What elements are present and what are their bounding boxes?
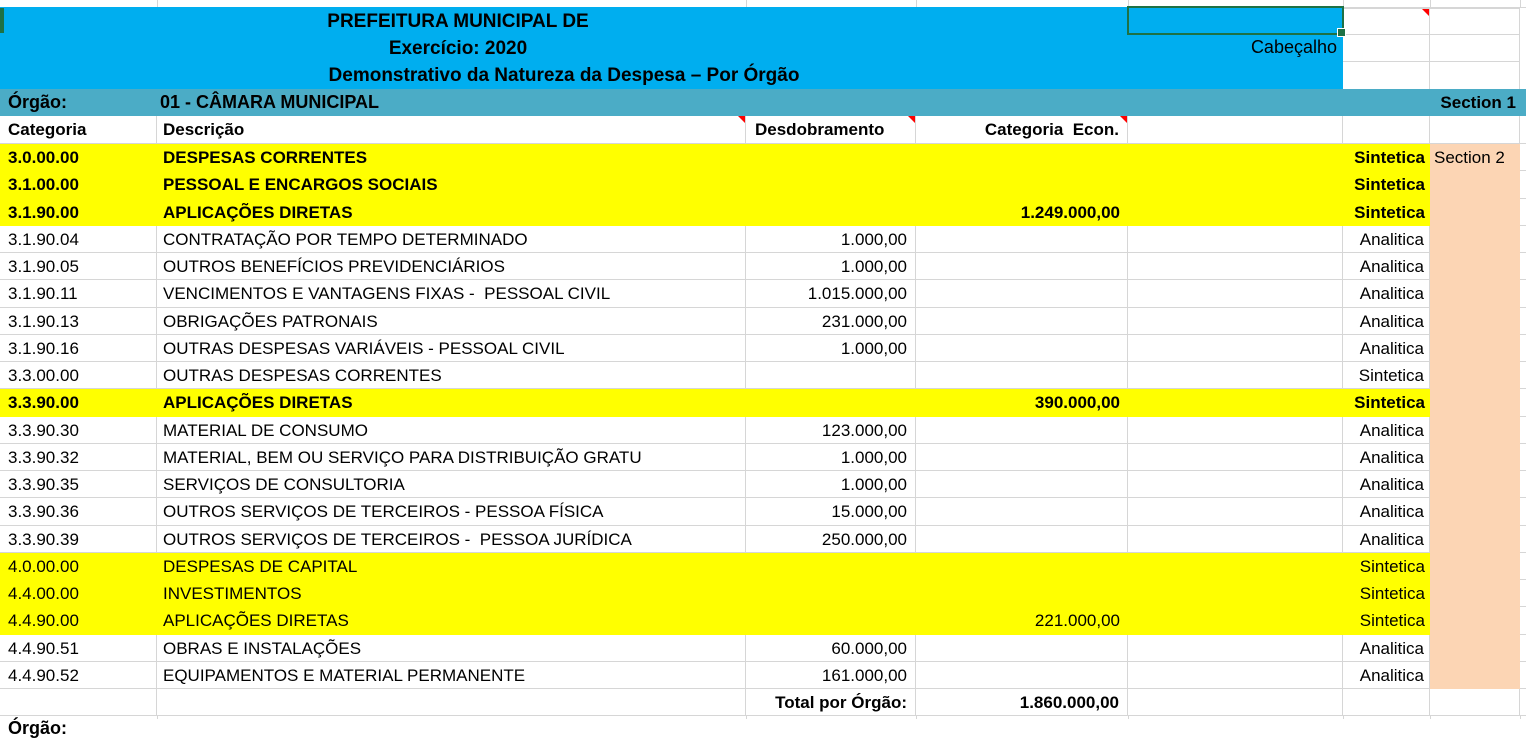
cell-descricao[interactable]: [157, 226, 746, 253]
cell-categoria[interactable]: [0, 280, 157, 308]
empty-cell[interactable]: [1128, 471, 1343, 498]
descricao-text: PESSOAL E ENCARGOS SOCIAIS: [163, 175, 438, 194]
grid-sliver: [1520, 607, 1526, 635]
grid-sliver: [1520, 171, 1526, 199]
table-row: [0, 444, 1526, 471]
cell-categoria[interactable]: [0, 607, 157, 635]
descricao-text: APLICAÇÕES DIRETAS: [163, 611, 349, 630]
categoria-econ-value: 1.249.000,00: [1020, 203, 1120, 222]
report-title-line2: Exercício: 2020: [388, 38, 528, 59]
grid-sliver: [1520, 199, 1526, 226]
tipo-label: Sintetica: [1359, 584, 1425, 603]
desdobramento-value: 161.000,00: [821, 666, 907, 685]
grid-sliver: [1520, 662, 1526, 689]
report-title-line1: PREFEITURA MUNICIPAL DE: [327, 11, 589, 32]
empty-cell[interactable]: [1128, 144, 1343, 171]
cell-categoria[interactable]: [0, 417, 157, 444]
descricao-text: EQUIPAMENTOS E MATERIAL PERMANENTE: [163, 666, 526, 685]
categoria-code: 3.3.90.30: [8, 421, 79, 440]
cell-categoria-econ[interactable]: [916, 226, 1128, 253]
grid-sliver: [1520, 498, 1526, 526]
tipo-label: Sintetica: [1354, 148, 1425, 167]
cell-tipo[interactable]: [1343, 253, 1430, 280]
tipo-label: Analitica: [1359, 284, 1424, 303]
cell-desdobramento[interactable]: [746, 498, 916, 526]
next-orgao-partial: Órgão:: [8, 718, 68, 738]
grid-sliver: [1520, 308, 1526, 335]
cell-descricao[interactable]: [157, 253, 746, 280]
cell-tipo[interactable]: [1343, 280, 1430, 308]
cell-descricao[interactable]: [157, 553, 746, 580]
section2-column: [1430, 144, 1520, 689]
categoria-code: 3.3.90.39: [8, 530, 79, 549]
grid-sliver: [1520, 226, 1526, 253]
table-row: [0, 308, 1526, 335]
cell-categoria-econ[interactable]: [916, 526, 1128, 553]
cell-desdobramento[interactable]: [746, 607, 916, 635]
cell-tipo[interactable]: [1343, 498, 1430, 526]
cell-descricao[interactable]: [157, 199, 746, 226]
desdobramento-value: 1.015.000,00: [807, 284, 907, 303]
descricao-text: OUTROS SERVIÇOS DE TERCEIROS - PESSOA JURÍDICA: [163, 530, 632, 549]
cell-desdobramento[interactable]: [746, 662, 916, 689]
empty-cell[interactable]: [1128, 308, 1343, 335]
cell-categoria-econ[interactable]: [916, 308, 1128, 335]
categoria-code: 3.1.90.11: [8, 284, 78, 303]
cell-categoria[interactable]: [0, 635, 157, 662]
desdobramento-value: 231.000,00: [821, 312, 907, 331]
cell-descricao[interactable]: [157, 362, 746, 389]
cell-descricao[interactable]: [157, 335, 746, 362]
cell-tipo[interactable]: [1343, 662, 1430, 689]
header-descricao-label: Descrição: [163, 120, 245, 139]
gridline: [1343, 716, 1344, 719]
header-categoria-econ-label: Categoria Econ.: [984, 120, 1119, 139]
categoria-code: 4.4.90.52: [8, 666, 79, 685]
categoria-code: 3.0.00.00: [8, 148, 79, 167]
descricao-text: APLICAÇÕES DIRETAS: [163, 203, 353, 222]
grid-sliver: [1520, 253, 1526, 280]
desdobramento-value: 123.000,00: [821, 421, 907, 440]
empty-cell[interactable]: [1343, 689, 1430, 716]
cell-descricao[interactable]: [157, 635, 746, 662]
cell-categoria[interactable]: [0, 580, 157, 607]
cell-categoria-econ[interactable]: [916, 389, 1128, 417]
empty-cell[interactable]: [1128, 417, 1343, 444]
empty-cell[interactable]: [1128, 444, 1343, 471]
cell-categoria[interactable]: [0, 498, 157, 526]
categoria-code: 3.3.90.36: [8, 502, 79, 521]
desdobramento-value: 1.000,00: [840, 339, 907, 358]
cell-desdobramento[interactable]: [746, 144, 916, 171]
empty-cell[interactable]: [1128, 335, 1343, 362]
cell-tipo[interactable]: [1343, 362, 1430, 389]
cell-categoria[interactable]: [0, 526, 157, 553]
tipo-label: Analitica: [1359, 257, 1424, 276]
cell-categoria[interactable]: [0, 362, 157, 389]
cell-categoria[interactable]: [0, 389, 157, 417]
empty-cell[interactable]: [157, 689, 746, 716]
descricao-text: OUTRAS DESPESAS CORRENTES: [163, 366, 442, 385]
grid-sliver: [1520, 553, 1526, 580]
header-categoria-label: Categoria: [8, 120, 87, 139]
categoria-code: 3.1.90.04: [8, 230, 79, 249]
tipo-label: Analitica: [1359, 230, 1424, 249]
cell-desdobramento[interactable]: [746, 280, 916, 308]
gridline: [746, 716, 747, 719]
table-row: [0, 607, 1526, 635]
tipo-label: Analitica: [1359, 448, 1424, 467]
table-row: [0, 389, 1526, 417]
cell-categoria[interactable]: [0, 171, 157, 199]
bottom-partial-row: [0, 716, 1526, 738]
table-row: [0, 662, 1526, 689]
cell-desdobramento[interactable]: [746, 389, 916, 417]
gridline: [916, 716, 917, 719]
empty-cell[interactable]: [1128, 362, 1343, 389]
tipo-label: Sintetica: [1354, 393, 1425, 412]
cell-categoria-econ[interactable]: [916, 662, 1128, 689]
total-value-cell[interactable]: [916, 689, 1128, 716]
empty-cell[interactable]: [1128, 580, 1343, 607]
cell-categoria-econ[interactable]: [916, 580, 1128, 607]
cell-desdobramento[interactable]: [746, 362, 916, 389]
grid-sliver: [1520, 417, 1526, 444]
orgao-value: 01 - CÂMARA MUNICIPAL: [160, 92, 379, 112]
categoria-econ-value: 390.000,00: [1034, 393, 1120, 412]
table-row: [0, 280, 1526, 308]
cell-categoria-econ[interactable]: [916, 253, 1128, 280]
gridline: [1430, 716, 1431, 719]
cell-descricao[interactable]: [157, 662, 746, 689]
cabecalho-label: Cabeçalho: [1250, 37, 1337, 57]
cell-descricao[interactable]: [157, 417, 746, 444]
descricao-text: MATERIAL DE CONSUMO: [163, 421, 368, 440]
grid-sliver: [1520, 689, 1526, 716]
total-label-cell[interactable]: [746, 689, 916, 716]
cell-categoria-econ[interactable]: [916, 280, 1128, 308]
descricao-text: OUTRAS DESPESAS VARIÁVEIS - PESSOAL CIVIL: [163, 339, 565, 358]
empty-cell[interactable]: [1128, 689, 1343, 716]
empty-cell[interactable]: [1128, 199, 1343, 226]
cell-categoria-econ[interactable]: [916, 553, 1128, 580]
descricao-text: MATERIAL, BEM OU SERVIÇO PARA DISTRIBUIÇÃO GRATU: [163, 448, 642, 467]
tipo-label: Analitica: [1359, 502, 1424, 521]
categoria-code: 3.3.90.35: [8, 475, 79, 494]
cell-tipo[interactable]: [1343, 226, 1430, 253]
cell-tipo[interactable]: [1343, 580, 1430, 607]
cell-desdobramento[interactable]: [746, 417, 916, 444]
tipo-label: Sintetica: [1358, 366, 1424, 385]
table-row: [0, 498, 1526, 526]
cell-tipo[interactable]: [1343, 553, 1430, 580]
table-row: [0, 144, 1526, 171]
cell-tipo[interactable]: [1343, 308, 1430, 335]
cell-categoria-econ[interactable]: [916, 335, 1128, 362]
cell-desdobramento[interactable]: [746, 226, 916, 253]
cell-desdobramento[interactable]: [746, 526, 916, 553]
tipo-label: Sintetica: [1354, 203, 1425, 222]
categoria-code: 3.1.90.13: [8, 312, 79, 331]
table-row: [0, 580, 1526, 607]
cell-categoria[interactable]: [0, 253, 157, 280]
selection-edge-mark: [0, 8, 4, 33]
descricao-text: INVESTIMENTOS: [163, 584, 302, 603]
empty-cell[interactable]: [1128, 662, 1343, 689]
tipo-label: Analitica: [1359, 475, 1424, 494]
grid-sliver: [1520, 280, 1526, 308]
desdobramento-value: 1.000,00: [840, 448, 907, 467]
table-row: [0, 553, 1526, 580]
gridline: [157, 716, 158, 719]
cell-categoria[interactable]: [0, 444, 157, 471]
categoria-code: 3.3.00.00: [8, 366, 79, 385]
table-row: [0, 199, 1526, 226]
categoria-code: 3.3.90.00: [8, 393, 79, 412]
descricao-text: CONTRATAÇÃO POR TEMPO DETERMINADO: [163, 230, 528, 249]
cell-desdobramento[interactable]: [746, 444, 916, 471]
cell-descricao[interactable]: [157, 444, 746, 471]
descricao-text: DESPESAS DE CAPITAL: [163, 557, 358, 576]
categoria-code: 4.4.90.51: [8, 639, 79, 658]
cell-categoria[interactable]: [0, 471, 157, 498]
descricao-text: SERVIÇOS DE CONSULTORIA: [163, 475, 405, 494]
cell-categoria-econ[interactable]: [916, 635, 1128, 662]
cell-categoria[interactable]: [0, 553, 157, 580]
cell-desdobramento[interactable]: [746, 253, 916, 280]
table-row: [0, 335, 1526, 362]
grid-sliver: [1520, 580, 1526, 607]
empty-cell[interactable]: [1128, 526, 1343, 553]
categoria-code: 3.1.00.00: [8, 175, 79, 194]
cell-categoria[interactable]: [0, 226, 157, 253]
report-title-line3: Demonstrativo da Natureza da Despesa – Por Órgão: [328, 65, 800, 86]
descricao-text: DESPESAS CORRENTES: [163, 148, 368, 167]
section1-label: Section 1: [1440, 93, 1516, 112]
cell-desdobramento[interactable]: [746, 335, 916, 362]
empty-cell[interactable]: [1128, 553, 1343, 580]
desdobramento-value: 1.000,00: [840, 257, 907, 276]
cell-categoria[interactable]: [0, 199, 157, 226]
desdobramento-value: 15.000,00: [831, 502, 907, 521]
cell-descricao[interactable]: [157, 471, 746, 498]
table-row: [0, 171, 1526, 199]
cell-categoria-econ[interactable]: [916, 607, 1128, 635]
table-row: [0, 417, 1526, 444]
total-label: Total por Órgão:: [775, 693, 907, 712]
table-row: [0, 253, 1526, 280]
cell-tipo[interactable]: [1343, 389, 1430, 417]
cell-categoria-econ[interactable]: [916, 417, 1128, 444]
desdobramento-value: 1.000,00: [840, 230, 907, 249]
fill-handle[interactable]: [1337, 28, 1346, 37]
empty-cell[interactable]: [1128, 280, 1343, 308]
cell-categoria[interactable]: [0, 662, 157, 689]
cell-descricao[interactable]: [157, 389, 746, 417]
cell-desdobramento[interactable]: [746, 471, 916, 498]
categoria-code: 3.1.90.00: [8, 203, 79, 222]
table-row: [0, 471, 1526, 498]
selected-cell-outline: [1127, 6, 1344, 35]
cell-descricao[interactable]: [157, 526, 746, 553]
cell-categoria-econ[interactable]: [916, 444, 1128, 471]
categoria-code: 4.4.90.00: [8, 611, 79, 630]
cell-tipo[interactable]: [1343, 444, 1430, 471]
categoria-code: 4.4.00.00: [8, 584, 79, 603]
grid-sliver: [1520, 144, 1526, 171]
table-row: [0, 362, 1526, 389]
descricao-text: VENCIMENTOS E VANTAGENS FIXAS - PESSOAL CIVIL: [163, 284, 611, 303]
cell-tipo[interactable]: [1343, 471, 1430, 498]
grid-sliver: [1520, 471, 1526, 498]
cell-categoria-econ[interactable]: [916, 498, 1128, 526]
cell-descricao[interactable]: [157, 280, 746, 308]
cell-descricao[interactable]: [157, 144, 746, 171]
cell-categoria[interactable]: [0, 144, 157, 171]
desdobramento-value: 1.000,00: [840, 475, 907, 494]
gridline: [1520, 716, 1521, 719]
descricao-text: OUTROS SERVIÇOS DE TERCEIROS - PESSOA FÍSICA: [163, 502, 604, 521]
empty-cell[interactable]: [1430, 689, 1520, 716]
section2-label: Section 2: [1434, 148, 1505, 167]
empty-cell[interactable]: [1128, 226, 1343, 253]
tipo-label: Analitica: [1359, 666, 1424, 685]
empty-cell[interactable]: [1128, 635, 1343, 662]
grid-sliver: [1520, 389, 1526, 417]
grid-sliver: [1520, 335, 1526, 362]
table-row: [0, 226, 1526, 253]
grid-sliver: [1520, 362, 1526, 389]
gridline: [1128, 716, 1129, 719]
table-row: [0, 526, 1526, 553]
cell-descricao[interactable]: [157, 308, 746, 335]
cell-desdobramento[interactable]: [746, 308, 916, 335]
table-row: [0, 635, 1526, 662]
cell-tipo[interactable]: [1343, 635, 1430, 662]
descricao-text: OBRIGAÇÕES PATRONAIS: [163, 312, 378, 331]
tipo-label: Sintetica: [1354, 175, 1425, 194]
cell-desdobramento[interactable]: [746, 635, 916, 662]
cell-categoria[interactable]: [0, 335, 157, 362]
empty-cell[interactable]: [1128, 498, 1343, 526]
cell-descricao[interactable]: [157, 607, 746, 635]
cell-desdobramento[interactable]: [746, 171, 916, 199]
tipo-label: Analitica: [1359, 339, 1424, 358]
cell-categoria[interactable]: [0, 308, 157, 335]
empty-cell[interactable]: [1128, 389, 1343, 417]
grid-sliver: [1520, 444, 1526, 471]
empty-cell[interactable]: [1128, 607, 1343, 635]
cell-descricao[interactable]: [157, 580, 746, 607]
cell-descricao[interactable]: [157, 171, 746, 199]
cell-categoria-econ[interactable]: [916, 171, 1128, 199]
total-row: [0, 689, 1526, 716]
descricao-text: OBRAS E INSTALAÇÕES: [163, 639, 362, 658]
desdobramento-value: 60.000,00: [831, 639, 907, 658]
descricao-text: APLICAÇÕES DIRETAS: [163, 393, 353, 412]
cell-desdobramento[interactable]: [746, 553, 916, 580]
tipo-label: Analitica: [1359, 639, 1424, 658]
categoria-code: 3.3.90.32: [8, 448, 79, 467]
cell-descricao[interactable]: [157, 498, 746, 526]
tipo-label: Sintetica: [1359, 557, 1425, 576]
cell-desdobramento[interactable]: [746, 580, 916, 607]
cell-categoria-econ[interactable]: [916, 199, 1128, 226]
categoria-econ-value: 221.000,00: [1034, 611, 1120, 630]
cell-categoria-econ[interactable]: [916, 362, 1128, 389]
empty-cell[interactable]: [1128, 171, 1343, 199]
cell-tipo[interactable]: [1343, 335, 1430, 362]
header-desdobramento-label: Desdobramento: [755, 120, 885, 139]
cell-desdobramento[interactable]: [746, 199, 916, 226]
cell-tipo[interactable]: [1343, 144, 1430, 171]
grid-sliver: [1520, 526, 1526, 553]
cell-tipo[interactable]: [1343, 607, 1430, 635]
categoria-code: 3.1.90.16: [8, 339, 79, 358]
empty-cell[interactable]: [0, 689, 157, 716]
cell-categoria-econ[interactable]: [916, 471, 1128, 498]
categoria-code: 4.0.00.00: [8, 557, 79, 576]
orgao-label: Órgão:: [8, 92, 68, 112]
tipo-label: Analitica: [1359, 530, 1424, 549]
tipo-label: Analitica: [1359, 312, 1424, 331]
empty-cell[interactable]: [1128, 253, 1343, 280]
categoria-code: 3.1.90.05: [8, 257, 79, 276]
cell-tipo[interactable]: [1343, 526, 1430, 553]
tipo-label: Sintetica: [1359, 611, 1425, 630]
cell-tipo[interactable]: [1343, 171, 1430, 199]
grid-sliver: [1520, 635, 1526, 662]
cell-tipo[interactable]: [1343, 417, 1430, 444]
cell-tipo[interactable]: [1343, 199, 1430, 226]
total-value: 1.860.000,00: [1019, 693, 1119, 712]
tipo-label: Analitica: [1359, 421, 1424, 440]
descricao-text: OUTROS BENEFÍCIOS PREVIDENCIÁRIOS: [163, 257, 505, 276]
cell-categoria-econ[interactable]: [916, 144, 1128, 171]
desdobramento-value: 250.000,00: [821, 530, 907, 549]
